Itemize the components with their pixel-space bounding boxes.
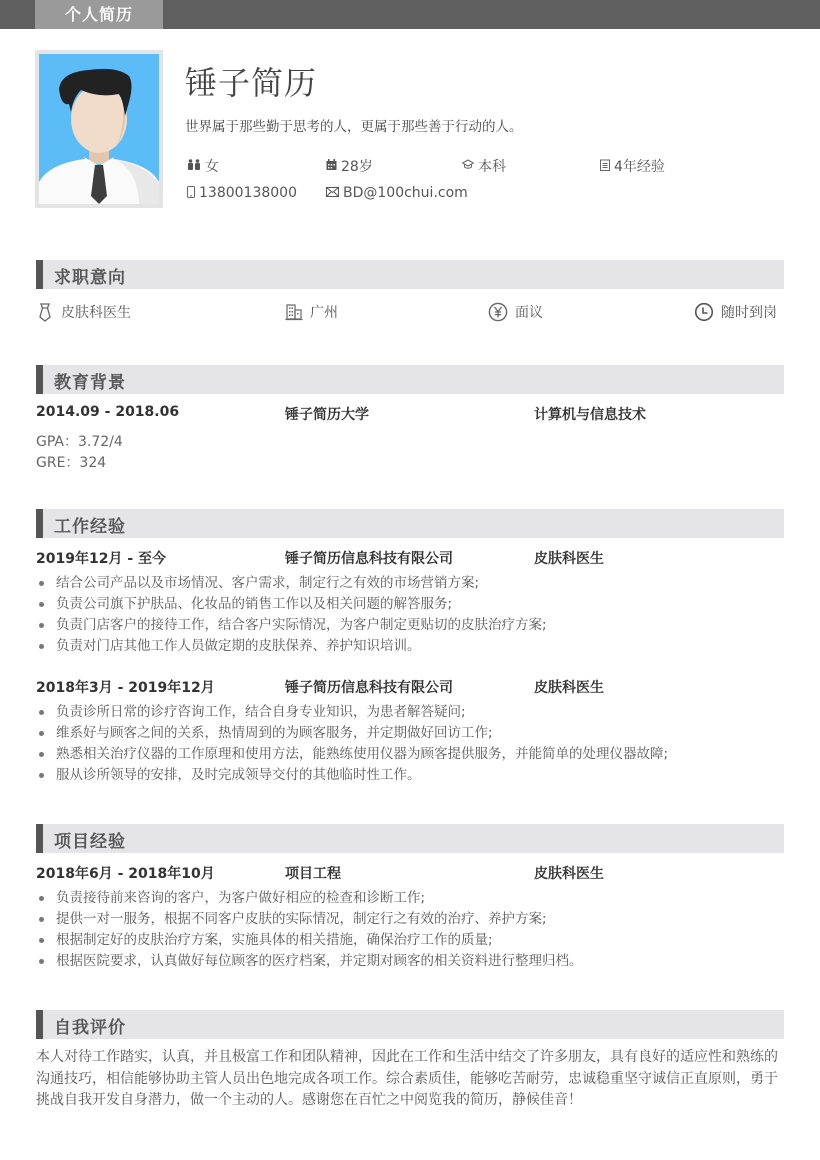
section-title: 项目经验 <box>54 832 126 852</box>
phone-item <box>187 185 326 201</box>
education-school: 锤子简历大学 <box>285 407 369 423</box>
project-duties-list <box>36 888 583 972</box>
degree-value: 本科 <box>478 159 506 175</box>
email-value[interactable]: BD@100chui.com <box>343 185 468 201</box>
intent-availability <box>694 302 777 322</box>
section-header-project <box>36 824 784 853</box>
section-header-intent <box>36 260 784 289</box>
motto: 世界属于那些勤于思考的人，更属于那些善于行动的人。 <box>185 119 523 135</box>
section-header-work <box>36 509 784 538</box>
education-major: 计算机与信息技术 <box>534 407 646 423</box>
clock-icon <box>694 302 714 322</box>
self-evaluation-text: 本人对待工作踏实，认真，并且极富工作和团队精神，因此在工作和生活中结交了许多朋友，具有良好的适应性和熟练的沟通技巧，相信能够协助主管人员出色地完成各项工作。综合素质佳，能够吃苦耐劳，忠诚稳重坚守诚信正直原则，勇于挑战自我开发自身潜力，做一个主动的人。感谢您在百忙之中阅览我的简历，静候佳音！ <box>36 1049 778 1108</box>
gender-value: 女 <box>205 159 219 175</box>
work-role: 皮肤科医生 <box>534 551 604 567</box>
list-item: 负责公司旗下护肤品、化妆品的销售工作以及相关问题的解答服务; <box>36 594 547 615</box>
phone-value[interactable]: 13800138000 <box>199 185 297 201</box>
graduation-cap-icon <box>462 159 474 173</box>
work-period: 2018年3月 - 2019年12月 <box>36 680 215 696</box>
contact-row <box>187 185 468 201</box>
education-row <box>36 404 784 424</box>
basic-info-row <box>187 156 665 176</box>
section-header-education <box>36 365 784 394</box>
age-value: 28岁 <box>341 159 373 175</box>
section-header-self-evaluation <box>36 1010 784 1039</box>
age-item <box>326 156 462 176</box>
intent-position <box>36 302 131 322</box>
experience-value: 4年经验 <box>614 159 665 175</box>
list-item: 负责诊所日常的诊疗咨询工作，结合自身专业知识，为患者解答疑问; <box>36 702 668 723</box>
work-duties-list <box>36 702 668 786</box>
list-item: 负责门店客户的接待工作，结合客户实际情况，为客户制定更贴切的皮肤治疗方案; <box>36 615 547 636</box>
avatar-photo <box>35 50 163 208</box>
resume-tag: 个人简历 <box>35 0 163 29</box>
list-item: 根据制定好的皮肤治疗方案，实施具体的相关措施，确保治疗工作的质量; <box>36 930 583 951</box>
building-icon <box>285 303 303 321</box>
work-entry-header <box>36 548 784 568</box>
intent-city-value: 广州 <box>310 305 338 321</box>
work-period: 2019年12月 - 至今 <box>36 551 167 567</box>
top-bar <box>0 0 820 29</box>
work-company: 锤子简历信息科技有限公司 <box>285 680 453 696</box>
list-item: 熟悉相关治疗仪器的工作原理和使用方法，能熟练使用仪器为顾客提供服务，并能简单的处理仪器故障; <box>36 744 668 765</box>
gre: GRE：324 <box>36 455 107 471</box>
section-title: 工作经验 <box>54 517 126 537</box>
section-title: 自我评价 <box>54 1018 126 1038</box>
intent-city <box>285 302 338 322</box>
work-company: 锤子简历信息科技有限公司 <box>285 551 453 567</box>
job-intent <box>36 302 784 324</box>
project-role: 皮肤科医生 <box>534 866 604 882</box>
work-duties-list <box>36 573 547 657</box>
work-entry-header <box>36 677 784 697</box>
list-item: 维系好与顾客之间的关系，热情周到的为顾客服务，并定期做好回访工作; <box>36 723 668 744</box>
email-item <box>326 185 468 201</box>
project-period: 2018年6月 - 2018年10月 <box>36 866 215 882</box>
intent-availability-value: 随时到岗 <box>721 305 777 321</box>
list-item: 结合公司产品以及市场情况、客户需求，制定行之有效的市场营销方案; <box>36 573 547 594</box>
intent-position-value: 皮肤科医生 <box>61 305 131 321</box>
yuan-icon <box>488 302 508 322</box>
phone-icon <box>187 186 195 201</box>
list-item: 提供一对一服务，根据不同客户皮肤的实际情况，制定行之有效的治疗、养护方案; <box>36 909 583 930</box>
mail-icon <box>326 187 339 200</box>
candidate-name: 锤子简历 <box>185 64 318 102</box>
avatar-illustration <box>39 54 159 204</box>
section-title: 教育背景 <box>54 373 126 393</box>
section-title: 求职意向 <box>54 268 126 288</box>
list-item: 根据医院要求，认真做好每位顾客的医疗档案，并定期对顾客的相关资料进行整理归档。 <box>36 951 583 972</box>
tie-icon <box>36 302 54 322</box>
list-item: 负责对门店其他工作人员做定期的皮肤保养、养护知识培训。 <box>36 636 547 657</box>
clipboard-icon <box>600 159 610 174</box>
calendar-icon <box>326 159 337 173</box>
list-item: 负责接待前来咨询的客户，为客户做好相应的检查和诊断工作; <box>36 888 583 909</box>
experience-item <box>600 156 665 176</box>
gender-icon <box>187 159 201 173</box>
degree-item <box>462 156 600 176</box>
work-role: 皮肤科医生 <box>534 680 604 696</box>
project-name: 项目工程 <box>285 866 341 882</box>
list-item: 服从诊所领导的安排，及时完成领导交付的其他临时性工作。 <box>36 765 668 786</box>
project-entry-header <box>36 863 784 883</box>
gender-item <box>187 156 326 176</box>
intent-salary-value: 面议 <box>515 305 543 321</box>
gpa: GPA：3.72/4 <box>36 434 123 450</box>
education-period: 2014.09 - 2018.06 <box>36 404 180 420</box>
intent-salary <box>488 302 543 322</box>
